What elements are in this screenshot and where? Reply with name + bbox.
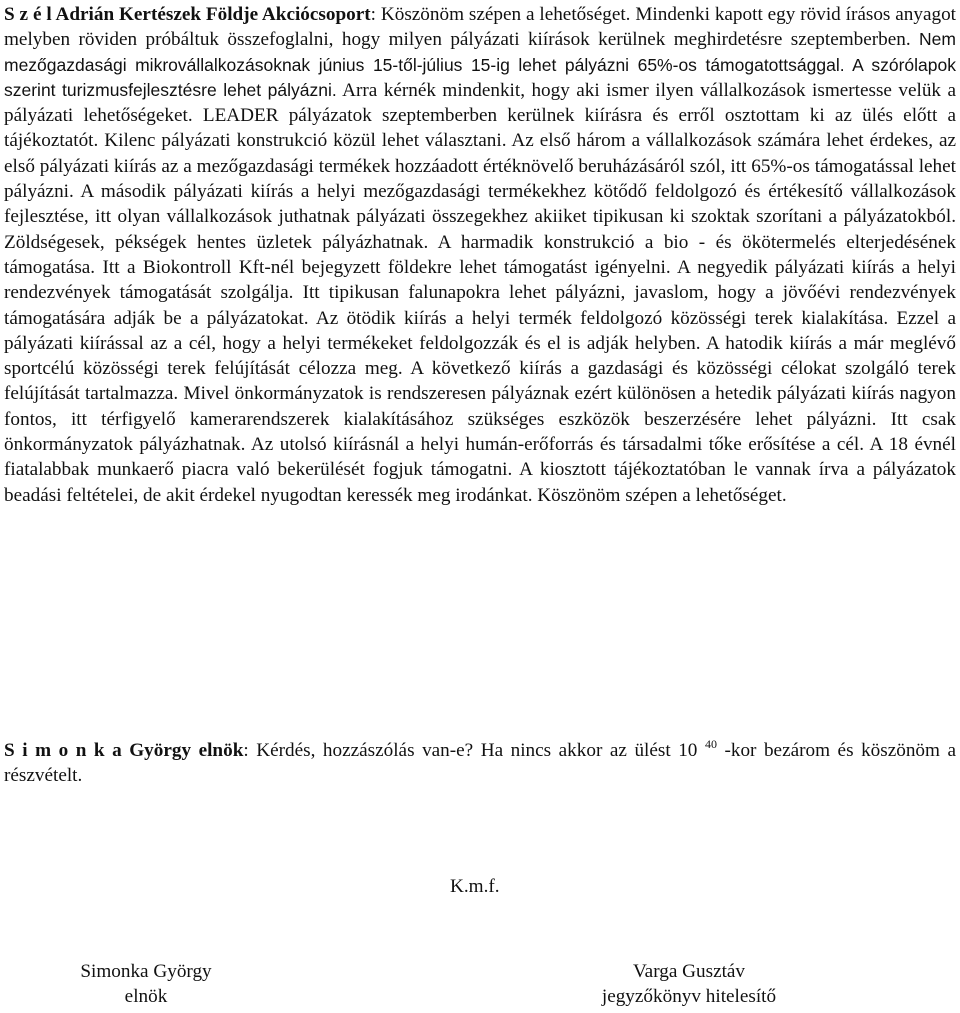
paragraph-text-before-time: : Kérdés, hozzászólás van-e? Ha nincs akkor az ülést 10 <box>243 740 705 761</box>
signature-title: elnök <box>124 986 168 1007</box>
speaker-name: S i m o n k a György elnök <box>4 740 244 761</box>
kmf-mark: K.m.f. <box>450 876 500 897</box>
paragraph-text-after-time: -kor bezárom és köszönöm a részvételt. <box>4 740 956 787</box>
paragraph-text-part-3: Arra kérnék mindenkit, hogy aki ismer ilyen vállalkozások ismertesse velük a pályázati lehetőségeket. LEADER pályázatok szeptemberben kerülnek kiírásra és erről osztottam ki az ülés előtt a tájékoztatót. Kilenc pályázati konstrukció közül lehet választani. Az első három a vállalkozások számára lehet érdekes, az első pályázati kiírás az a mezőgazdasági termékek hozzáadott értéknövelő beruházásáról szól, itt 65%-os támogatással lehet pályázni. A második pályázati kiírás a helyi mezőgazdasági termékekhez kötődő feldolgozó és értékesítő vállalkozások fejlesztése, itt olyan vállalkozások juthatnak pályázati összegekhez akiiket tipikusan ki szoktak szorítani a pályázatokból. Zöldségesek, pékségek hentes üzletek pályázhatnak. A harmadik konstrukció a bio - és ökötermelés elterjedésének támogatása. Itt a Biokontroll Kft-nél bejegyzett földekre lehet támogatást igényelni. A negyedik pályázati kiírás a helyi rendezvények támogatását szolgálja. Itt tipikusan falunapokra lehet pályázni, javaslom, hogy a jövőévi rendezvények támogatására adják be a pályázatokat. Az ötödik kiírás a helyi termék feldolgozó közösségi terek kialakítása. Ezzel a pályázati kiírással az a cél, hogy a helyi termékeket feldolgozzák és el is adják helyben. A hatodik kiírás a már meglévő sportcélú közösségi terek felújítását célozza meg. A következő kiírás a gazdasági és közösségi célokat szolgáló terek felújítását tartalmazza. Mivel önkormányzatok is rendszeresen pályáznak ezért különösen a hetedik pályázati kiírás nagyon fontos, itt térfigyelő kamerarendszerek kialakításához szükséges eszközök beszerzésére lehet pályázni. Itt csak önkormányzatok pályázhatnak. Az utolsó kiírásnál a helyi humán-erőforrás és társadalmi tőke erősítése a cél. A 18 évnél fiatalabbak munkaerő piacra való bekerülését fogjuk támogatni. A kiosztott tájékoztatóban le vannak írva a pályázatok beadási feltételei, de akit érdekel nyugodtan keressék meg irodánkat. Köszönöm szépen a lehetőséget. <box>4 79 956 506</box>
signature-name: Simonka György <box>80 961 212 982</box>
signature-block-chair <box>66 959 226 1009</box>
time-superscript: 40 <box>704 737 717 751</box>
signature-name: Varga Gusztáv <box>632 961 746 982</box>
speaker-colon: : <box>370 4 376 25</box>
paragraph-text-part-2: Nem mezőgazdasági mikrovállalkozásoknak június 15-től-július 15-ig lehet pályázni 65%-os támogatottsággal. A szórólapok szerint turizmusfejlesztésre lehet pályázni. <box>4 29 956 100</box>
paragraph-text-part-1: Köszönöm szépen a lehetőséget. Mindenki kapott egy rövid írásos anyagot melyben röviden próbáltuk összefoglalni, hogy milyen pályázati kiírások kerülnek meghirdetésre szeptemberben. <box>4 4 956 51</box>
speaker-paragraph-szel <box>4 2 956 508</box>
speaker-paragraph-simonka <box>4 738 956 789</box>
signature-title: jegyzőkönyv hitelesítő <box>601 986 777 1007</box>
speaker-name: S z é l Adrián Kertészek Földje Akciócsoport <box>4 4 371 25</box>
signature-block-authenticator <box>569 959 809 1009</box>
